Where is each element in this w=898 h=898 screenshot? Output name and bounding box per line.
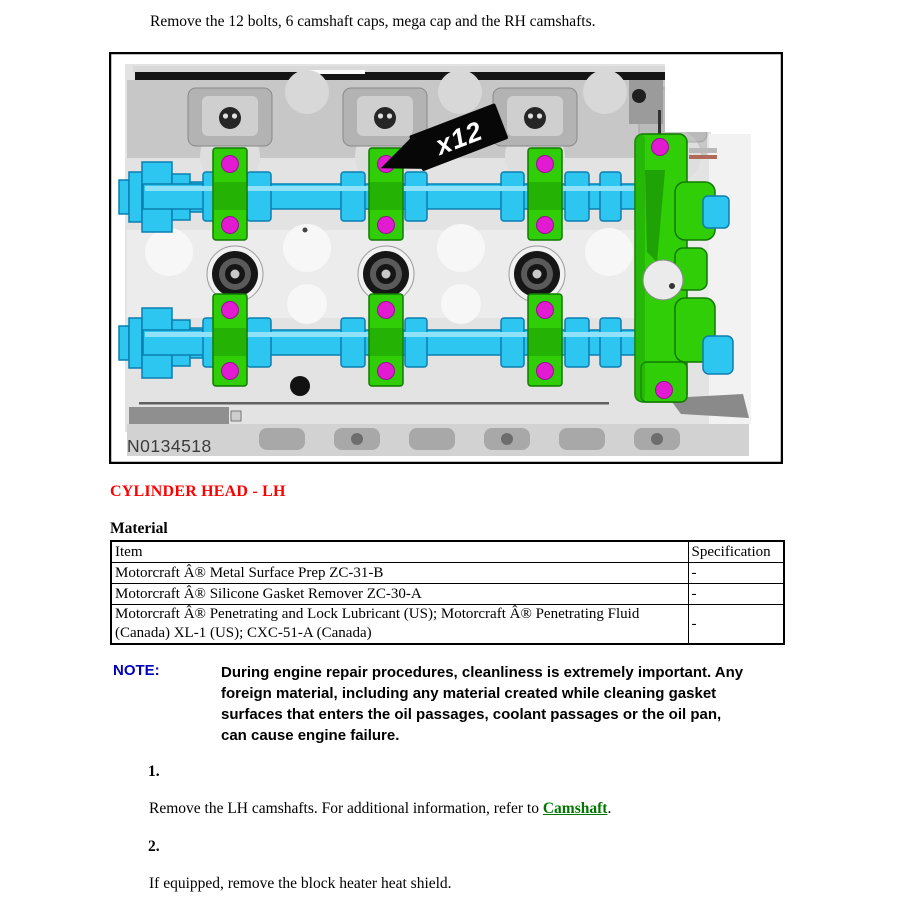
- step-1-text-before: Remove the LH camshafts. For additional information, refer to: [149, 800, 543, 817]
- step-1-text: [149, 800, 611, 818]
- figure-frame: [109, 52, 783, 464]
- figure-id-label: N0134518: [127, 436, 212, 456]
- material-spec-cell: -: [688, 584, 784, 605]
- step-2-text: If equipped, remove the block heater heat shield.: [149, 875, 452, 892]
- note-label: NOTE:: [113, 662, 160, 679]
- note-line: foreign material, including any material created while cleaning gasket: [221, 685, 717, 702]
- step-1-text-after: .: [607, 800, 612, 817]
- material-table: [110, 540, 785, 645]
- step-1-number: 1.: [148, 763, 160, 780]
- section-heading: CYLINDER HEAD - LH: [110, 483, 286, 500]
- note-line: During engine repair procedures, cleanliness is extremely important. Any: [221, 664, 744, 681]
- material-item-cell: Motorcraft Â® Penetrating and Lock Lubricant (US); Motorcraft Â® Penetrating Fluid (Canada) XL-1 (US); CXC-51-A (Canada): [111, 605, 688, 645]
- material-item-cell: Motorcraft Â® Metal Surface Prep ZC-31-B: [111, 563, 688, 584]
- table-row: [111, 605, 784, 645]
- column-header-item: Item: [111, 541, 688, 563]
- column-header-specification: Specification: [688, 541, 784, 563]
- engine-head-illustration: [109, 52, 783, 464]
- material-spec-cell: -: [688, 563, 784, 584]
- camshaft-link[interactable]: Camshaft: [542, 800, 608, 817]
- material-item-cell: Motorcraft Â® Silicone Gasket Remover ZC-30-A: [111, 584, 688, 605]
- note-line: can cause engine failure.: [221, 727, 400, 744]
- intro-instruction: Remove the 12 bolts, 6 camshaft caps, mega cap and the RH camshafts.: [150, 13, 596, 30]
- table-row: [111, 563, 784, 584]
- step-2-number: 2.: [148, 838, 160, 855]
- material-table-header-row: [111, 541, 784, 563]
- table-row: [111, 584, 784, 605]
- material-table-title: Material: [110, 520, 168, 537]
- material-spec-cell: -: [688, 605, 784, 645]
- note-line: surfaces that enters the oil passages, coolant passages or the oil pan,: [221, 706, 722, 723]
- upper-camshaft: [119, 162, 705, 232]
- note-text: [221, 662, 871, 746]
- x12-callout-text: x12: [431, 115, 487, 161]
- lower-camshaft: [119, 308, 705, 378]
